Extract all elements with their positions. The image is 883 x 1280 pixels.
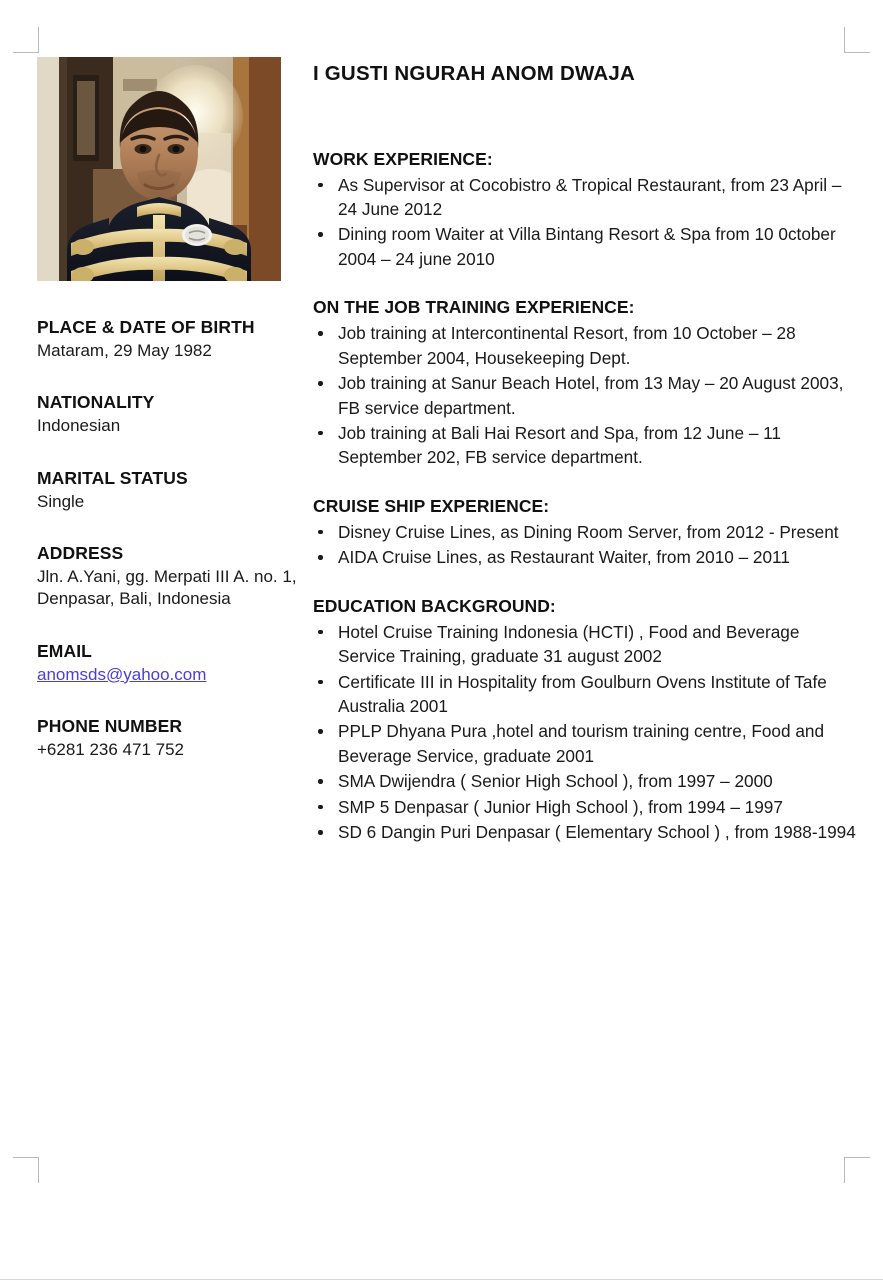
info-value-place-date-of-birth: Mataram, 29 May 1982 xyxy=(37,340,212,360)
info-value-nationality: Indonesian xyxy=(37,416,121,436)
section-title: EDUCATION BACKGROUND: xyxy=(313,595,556,616)
candidate-name: I GUSTI NGURAH ANOM DWAJA xyxy=(313,62,635,85)
list-item: SMA Dwijendra ( Senior High School ), from 1997 – 2000 xyxy=(313,769,858,793)
info-label-place-date-of-birth: PLACE & DATE OF BIRTH xyxy=(37,317,255,337)
section-cruise-ship-experience xyxy=(313,496,858,570)
info-label-nationality: NATIONALITY xyxy=(37,392,155,413)
info-label-marital-status: MARITAL STATUS xyxy=(37,467,188,488)
profile-photo xyxy=(37,57,281,281)
section-title: CRUISE SHIP EXPERIENCE: xyxy=(313,495,550,516)
section-item-list xyxy=(313,620,858,845)
list-item: PPLP Dhyana Pura ,hotel and tourism training centre, Food and Beverage Service, graduate 2001 xyxy=(313,719,858,768)
section-work-experience xyxy=(313,149,858,272)
crop-mark-bottom-left-icon xyxy=(13,1157,39,1183)
email-link[interactable]: anomsds@yahoo.com xyxy=(37,664,207,684)
list-item: Disney Cruise Lines, as Dining Room Server, from 2012 - Present xyxy=(313,520,858,544)
info-block xyxy=(37,641,299,686)
list-item: Job training at Bali Hai Resort and Spa, from 12 June – 11 September 202, FB service department. xyxy=(313,421,858,470)
list-item: SMP 5 Denpasar ( Junior High School ), from 1994 – 1997 xyxy=(313,795,858,819)
info-value-marital-status: Single xyxy=(37,491,85,511)
info-block xyxy=(37,317,299,362)
list-item: Hotel Cruise Training Indonesia (HCTI) , Food and Beverage Service Training, graduate 31 august 2002 xyxy=(313,620,858,669)
crop-mark-bottom-right-icon xyxy=(844,1157,870,1183)
info-block xyxy=(37,543,299,611)
info-block xyxy=(37,468,299,513)
section-item-list xyxy=(313,321,858,470)
list-item: Certificate III in Hospitality from Goulburn Ovens Institute of Tafe Australia 2001 xyxy=(313,670,858,719)
section-title: WORK EXPERIENCE: xyxy=(313,148,493,169)
section-item-list xyxy=(313,173,858,272)
list-item: Job training at Intercontinental Resort, from 10 October – 28 September 2004, Housekeeping Dept. xyxy=(313,321,858,370)
info-label-email: EMAIL xyxy=(37,640,92,661)
crop-mark-top-right-icon xyxy=(844,27,870,53)
personal-details-column xyxy=(37,57,299,761)
info-value-address: Jln. A.Yani, gg. Merpati III A. no. 1, Denpasar, Bali, Indonesia xyxy=(37,566,297,609)
info-label-phone-number: PHONE NUMBER xyxy=(37,716,183,736)
section-title: ON THE JOB TRAINING EXPERIENCE: xyxy=(313,297,635,318)
crop-mark-top-left-icon xyxy=(13,27,39,53)
section-item-list xyxy=(313,520,858,570)
experience-column xyxy=(313,62,858,845)
section-on-the-job-training-experience xyxy=(313,297,858,470)
list-item: Dining room Waiter at Villa Bintang Resort & Spa from 10 0ctober 2004 – 24 june 2010 xyxy=(313,222,858,271)
info-label-address: ADDRESS xyxy=(37,542,124,563)
list-item: SD 6 Dangin Puri Denpasar ( Elementary School ) , from 1988-1994 xyxy=(313,820,858,844)
list-item: AIDA Cruise Lines, as Restaurant Waiter, from 2010 – 2011 xyxy=(313,545,858,569)
list-item: As Supervisor at Cocobistro & Tropical Restaurant, from 23 April – 24 June 2012 xyxy=(313,173,858,222)
info-block xyxy=(37,716,299,761)
section-education-background xyxy=(313,596,858,845)
info-value-phone-number: +6281 236 471 752 xyxy=(37,739,185,759)
list-item: Job training at Sanur Beach Hotel, from 13 May – 20 August 2003, FB service department. xyxy=(313,371,858,420)
info-block xyxy=(37,392,299,437)
